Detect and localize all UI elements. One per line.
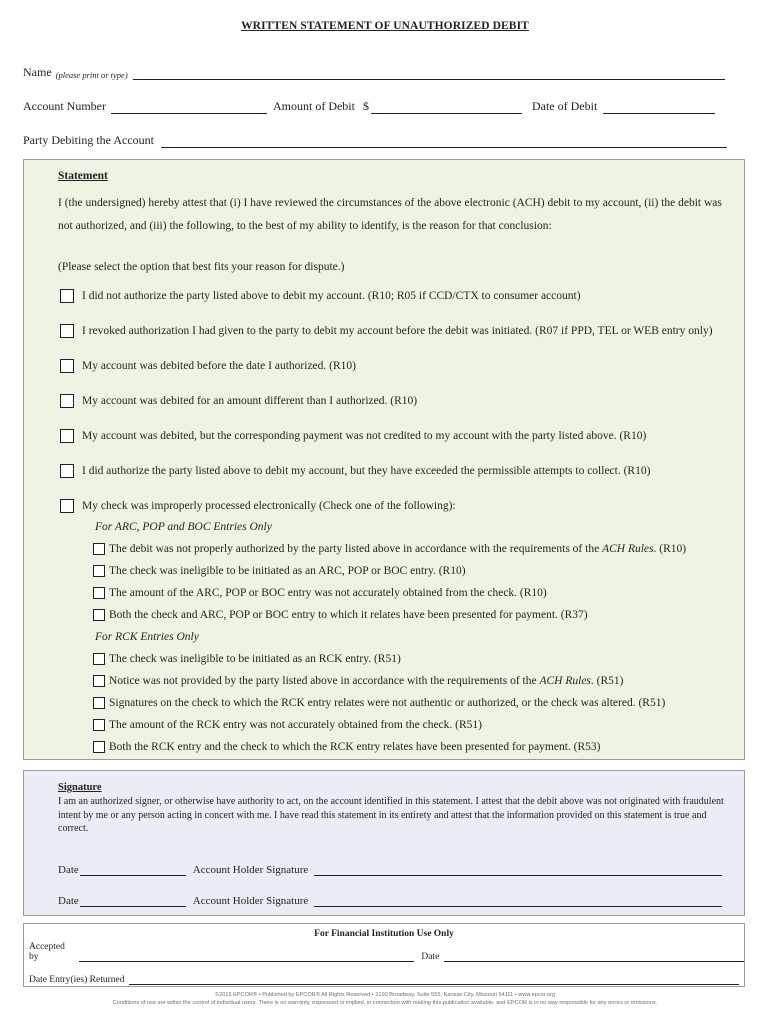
rck-subheading: For RCK Entries Only [95,631,199,643]
party-label: Party Debiting the Account [23,133,154,147]
option-label: The amount of the RCK entry was not accurately obtained from the check. (R51) [109,719,482,731]
option-different-amount[interactable] [60,394,417,408]
signature-row-2 [58,893,722,907]
checkbox[interactable] [93,653,105,665]
signature-field[interactable] [314,863,722,876]
footer-disclaimer: Conditions of use are within the control of individual users. There is no warranty, expressed or implied, in connection with making this publication available, and EPCOR is in no way responsible for any errors or omissions. [112,1000,658,1006]
option-revoked[interactable] [60,324,713,338]
statement-body: I (the undersigned) hereby attest that (i) I have reviewed the circumstances of the above electronic (ACH) debit to my account, (ii) the debit was not authorized, and (iii) the following, to the best of my ability to identify, is the reason for that conclusion: [58,197,722,232]
signature-row-1 [58,862,722,876]
option-label: The check was ineligible to be initiated as an RCK entry. (R51) [109,653,401,665]
option-label: The check was ineligible to be initiated as an ARC, POP or BOC entry. (R10) [109,565,466,577]
option-check-improperly-processed[interactable] [60,499,456,513]
checkbox[interactable] [60,359,74,373]
option-label: Both the RCK entry and the check to which the RCK entry relates have been presented for payment. (R53) [109,741,601,753]
party-row [23,132,727,148]
checkbox[interactable] [93,697,105,709]
date-of-debit-label: Date of Debit [531,99,598,113]
date-field[interactable] [80,863,186,876]
option-label: The debit was not properly authorized by the party listed above in accordance with the requirements of the ACH Rules. (R10) [109,543,687,555]
signature-body: I am an authorized signer, or otherwise have authority to act, on the account identified in this statement. I attest that the debit above was not originated with fraudulent intent by me or any person acting in concert with me. I have read this statement in its entirety and attest that the information provided on this statement is true and correct. [58,796,724,834]
checkbox[interactable] [60,289,74,303]
fi-date-field[interactable] [444,951,744,962]
checkbox[interactable] [93,587,105,599]
rck-option-ineligible[interactable] [93,653,401,665]
option-exceeded-attempts[interactable] [60,464,650,478]
checkbox[interactable] [93,719,105,731]
rck-option-notice-not-provided[interactable] [93,675,624,687]
option-payment-not-credited[interactable] [60,429,646,443]
option-label: My check was improperly processed electronically (Check one of the following): [82,500,456,512]
arc-option-not-authorized[interactable] [93,543,686,555]
arc-option-ineligible[interactable] [93,565,466,577]
fi-heading: For Financial Institution Use Only [314,929,454,939]
checkbox[interactable] [93,675,105,687]
option-label: Notice was not provided by the party listed above in accordance with the requirements of the ACH Rules. (R51) [109,675,624,687]
entry-returned-row [29,973,739,985]
option-label: My account was debited for an amount different than I authorized. (R10) [82,395,418,407]
date-entry-returned-field[interactable] [129,974,739,985]
option-label: My account was debited, but the corresponding payment was not credited to my account with the party listed above. (R10) [82,430,647,442]
account-number-label: Account Number [23,99,106,113]
checkbox[interactable] [93,565,105,577]
checkbox[interactable] [93,543,105,555]
option-label: Both the check and ARC, POP or BOC entry to which it relates have been presented for payment. (R37) [109,609,588,621]
account-holder-signature-label: Account Holder Signature [192,895,309,907]
checkbox[interactable] [60,429,74,443]
name-field[interactable] [133,67,725,80]
option-label: The amount of the ARC, POP or BOC entry was not accurately obtained from the check. (R10) [109,587,547,599]
account-row [23,98,715,114]
amount-field[interactable] [371,101,522,114]
signature-section [23,770,745,916]
arc-subheading: For ARC, POP and BOC Entries Only [95,521,272,533]
option-not-authorized[interactable] [60,289,581,303]
rck-option-amount-inaccurate[interactable] [93,719,482,731]
accepted-row [29,942,744,962]
arc-option-amount-inaccurate[interactable] [93,587,547,599]
account-holder-signature-label: Account Holder Signature [192,864,309,876]
checkbox[interactable] [60,499,74,513]
option-label: My account was debited before the date I authorized. (R10) [82,360,356,372]
date-label: Date [58,864,79,876]
signature-heading: Signature [58,782,102,793]
checkbox[interactable] [60,324,74,338]
option-label: I did authorize the party listed above to debit my account, but they have exceeded the permissible attempts to collect. (R10) [82,465,651,477]
name-hint: (please print or type) [55,70,128,80]
statement-instruction: (Please select the option that best fits your reason for dispute.) [58,261,345,273]
date-of-debit-field[interactable] [603,101,715,114]
rck-option-signatures[interactable] [93,697,665,709]
date-field[interactable] [80,894,186,907]
date-label: Date [58,895,79,907]
accepted-by-label: Accepted by [29,942,65,962]
checkbox[interactable] [93,609,105,621]
fi-date-label: Date [421,952,440,962]
currency-symbol: $ [362,99,369,113]
option-label: I did not authorize the party listed above to debit my account. (R10; R05 if CCD/CTX to consumer account) [82,290,581,302]
name-row [23,64,725,80]
option-label: I revoked authorization I had given to the party to debit my account before the debit was initiated. (R07 if PPD, TEL or WEB entry only) [82,325,713,337]
form-title: WRITTEN STATEMENT OF UNAUTHORIZED DEBIT [241,20,529,32]
statement-heading: Statement [58,170,108,182]
financial-institution-section [23,923,745,987]
amount-label: Amount of Debit [272,99,355,113]
option-label: Signatures on the check to which the RCK entry relates were not authentic or authorized, or the check was altered. (R51) [109,697,666,709]
footer-copyright: ©2015 EPCOR® • Published by EPCOR® All Rights Reserved • 3100 Broadway, Suite 555, Kansas City, Missouri 64111 • www.epcor.org [215,992,555,998]
checkbox[interactable] [93,741,105,753]
statement-section [23,159,745,760]
option-debited-before-date[interactable] [60,359,356,373]
checkbox[interactable] [60,464,74,478]
checkbox[interactable] [60,394,74,408]
rck-option-both-presented[interactable] [93,741,600,753]
accepted-by-field[interactable] [79,951,415,962]
arc-option-both-presented[interactable] [93,609,588,621]
signature-field[interactable] [314,894,722,907]
name-label: Name [23,65,52,79]
party-field[interactable] [161,135,727,148]
date-entry-returned-label: Date Entry(ies) Returned [29,975,125,985]
account-number-field[interactable] [111,101,267,114]
